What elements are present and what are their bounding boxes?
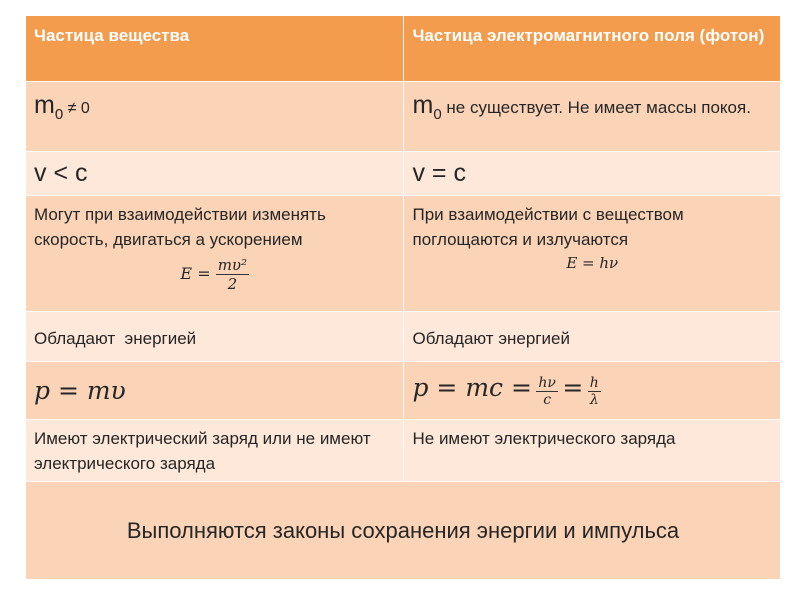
- photon-momentum-fraction-1: [536, 375, 558, 408]
- speed-row: [26, 152, 781, 196]
- energy-cell-photon: [404, 312, 781, 362]
- mass-cell-photon: [404, 82, 781, 152]
- mass-subscript: 0: [54, 106, 64, 123]
- photon-momentum-den-1: c: [543, 392, 552, 409]
- charge-photon: Не имеют электрического заряда: [412, 429, 676, 448]
- conservation-row: [26, 482, 781, 580]
- mass-nonzero: ≠ 0: [67, 100, 90, 117]
- header-photon-label: Частица электромагнитного поля (фотон): [412, 26, 765, 45]
- mass-cell-matter: [26, 82, 404, 152]
- momentum-cell-photon: [404, 362, 781, 420]
- photon-momentum-den-2: λ: [589, 392, 599, 409]
- photon-mass-subscript: 0: [433, 106, 442, 123]
- speed-photon: v = c: [412, 159, 466, 187]
- mass-symbol: m: [34, 91, 55, 119]
- energy-cell-matter: [26, 312, 404, 362]
- charge-cell-matter: [26, 420, 404, 482]
- header-matter-label: Частица вещества: [34, 26, 190, 45]
- interaction-matter-text: Могут при взаимодействии изменять скорость, двигаться а ускорением: [34, 205, 326, 249]
- photon-momentum-num-2: h: [589, 375, 599, 392]
- photon-momentum-fraction-2: [588, 375, 601, 408]
- interaction-cell-matter: [26, 196, 404, 312]
- interaction-row: [26, 196, 781, 312]
- header-cell-matter: [26, 16, 404, 82]
- speed-cell-matter: [26, 152, 404, 196]
- interaction-cell-photon: [404, 196, 781, 312]
- table-header-row: [26, 16, 781, 82]
- interaction-photon-text: При взаимодействии с веществом поглощаются и излучаются: [412, 205, 684, 249]
- photon-momentum-lhs: p = mc =: [412, 372, 532, 402]
- speed-cell-photon: [404, 152, 781, 196]
- conservation-cell: [26, 482, 781, 580]
- conservation-text: Выполняются законы сохранения энергии и импульса: [126, 517, 680, 543]
- kinetic-energy-denominator: 2: [227, 275, 238, 293]
- mass-row: [26, 82, 781, 152]
- kinetic-energy-numerator: mυ²: [217, 256, 248, 274]
- photon-mass-text: не существует. Не имеет массы покоя.: [441, 98, 751, 117]
- kinetic-energy-formula: [34, 256, 395, 293]
- charge-row: [26, 420, 781, 482]
- energy-row: [26, 312, 781, 362]
- energy-photon: Обладают энергией: [412, 329, 570, 348]
- kinetic-energy-lhs: E =: [180, 264, 211, 283]
- photon-momentum-num-1: hν: [538, 375, 556, 392]
- photon-mass-symbol: m: [412, 91, 434, 119]
- momentum-matter-formula: p = mυ: [34, 376, 126, 405]
- speed-matter: v < c: [34, 159, 88, 187]
- charge-matter: Имеют электрический заряд или не имеют электрического заряда: [34, 429, 371, 473]
- photon-momentum-eq: =: [562, 372, 584, 402]
- kinetic-energy-fraction: [216, 256, 249, 293]
- charge-cell-photon: [404, 420, 781, 482]
- momentum-cell-matter: [26, 362, 404, 420]
- comparison-table: [25, 15, 781, 580]
- header-cell-photon: [404, 16, 781, 82]
- photon-energy-formula: E = hν: [566, 254, 619, 272]
- energy-matter: Обладают энергией: [34, 329, 197, 348]
- momentum-row: [26, 362, 781, 420]
